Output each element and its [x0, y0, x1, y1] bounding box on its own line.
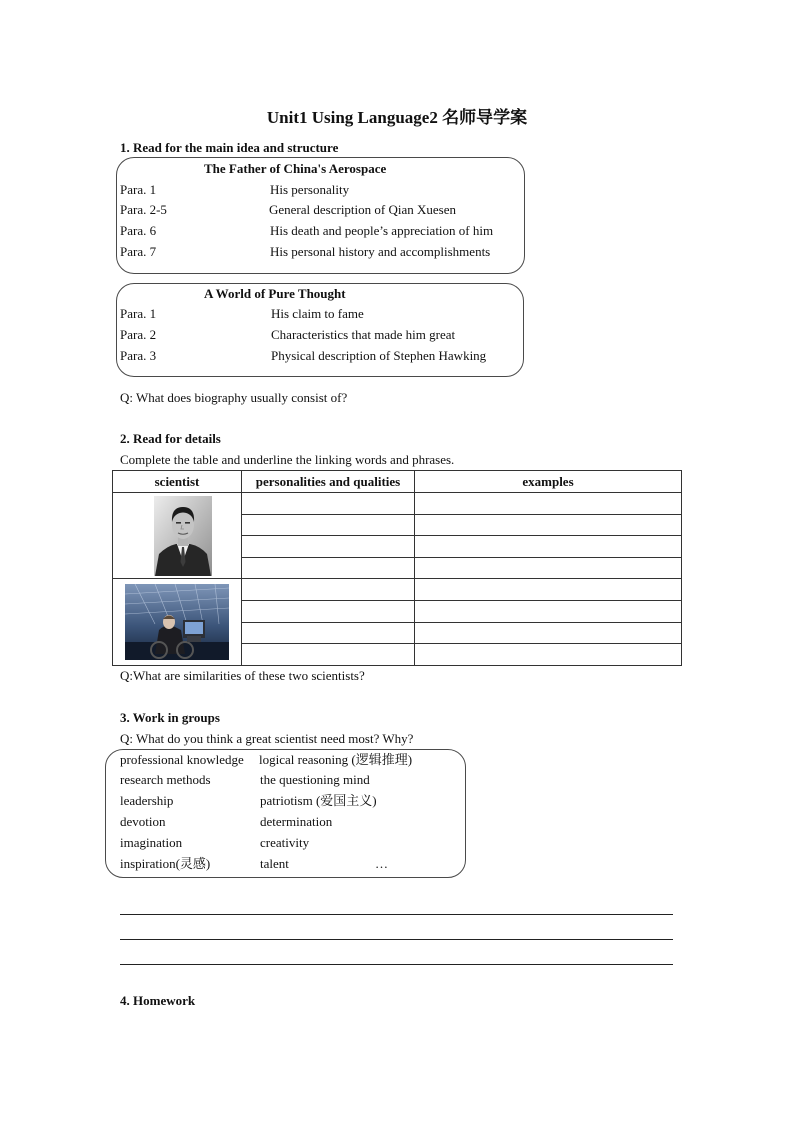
option-right: patriotism (爱国主义): [260, 793, 377, 808]
qualities-cell: [242, 644, 415, 666]
qualities-cell: [242, 493, 415, 515]
para-label: Para. 6: [120, 223, 157, 238]
option-left: imagination: [120, 835, 183, 850]
option-right: creativity: [260, 835, 310, 850]
option-left: professional knowledge: [120, 752, 244, 767]
answer-line: [120, 964, 673, 965]
option-left: research methods: [120, 772, 211, 787]
qualities-cell: [242, 622, 415, 644]
scientist-question: Q: What do you think a great scientist need most? Why?: [120, 731, 414, 746]
scientist-cell-qian: [113, 493, 242, 579]
examples-cell: [415, 622, 682, 644]
section-1-heading: 1. Read for the main idea and structure: [120, 140, 339, 155]
para-label: Para. 2-5: [120, 202, 167, 217]
para-label: Para. 1: [120, 182, 157, 197]
similarities-question: Q:What are similarities of these two scientists?: [120, 668, 365, 683]
qualities-cell: [242, 579, 415, 601]
para-label: Para. 2: [120, 327, 157, 342]
para-description: His claim to fame: [271, 306, 364, 321]
qualities-cell: [242, 600, 415, 622]
option-right: talent: [260, 856, 289, 871]
qualities-cell: [242, 557, 415, 579]
para-description: His death and people’s appreciation of him: [270, 223, 494, 238]
scientist-cell-hawking: [113, 579, 242, 665]
para-description: His personality: [270, 182, 350, 197]
examples-cell: [415, 514, 682, 536]
structure-box-title: A World of Pure Thought: [204, 286, 346, 301]
option-left: leadership: [120, 793, 174, 808]
table-header-qualities: personalities and qualities: [242, 471, 415, 493]
structure-box-title: The Father of China's Aerospace: [204, 161, 387, 176]
options-ellipsis: …: [375, 856, 388, 871]
section-4-heading: 4. Homework: [120, 993, 196, 1008]
qian-xuesen-photo: [154, 496, 212, 576]
answer-line: [120, 939, 673, 940]
section-2-heading: 2. Read for details: [120, 431, 221, 446]
para-description: General description of Qian Xuesen: [269, 202, 456, 217]
page-title: Unit1 Using Language2 名师导学案: [266, 108, 528, 127]
para-label: Para. 7: [120, 244, 157, 259]
examples-cell: [415, 557, 682, 579]
examples-cell: [415, 644, 682, 666]
table-instruction: Complete the table and underline the linking words and phrases.: [120, 452, 455, 467]
option-left: devotion: [120, 814, 166, 829]
table-header-examples: examples: [415, 471, 682, 493]
examples-cell: [415, 579, 682, 601]
para-description: Physical description of Stephen Hawking: [271, 348, 487, 363]
option-left: inspiration(灵感): [120, 856, 211, 871]
qualities-cell: [242, 536, 415, 558]
para-label: Para. 1: [120, 306, 157, 321]
details-table: [112, 470, 682, 666]
table-header-scientist: scientist: [113, 471, 242, 493]
para-description: His personal history and accomplishments: [270, 244, 491, 259]
biography-question: Q: What does biography usually consist of?: [120, 390, 348, 405]
para-description: Characteristics that made him great: [271, 327, 456, 342]
option-right: logical reasoning (逻辑推理): [259, 752, 413, 767]
qualities-cell: [242, 514, 415, 536]
para-label: Para. 3: [120, 348, 157, 363]
stephen-hawking-photo: [125, 584, 229, 660]
examples-cell: [415, 600, 682, 622]
section-3-heading: 3. Work in groups: [120, 710, 220, 725]
examples-cell: [415, 493, 682, 515]
option-right: the questioning mind: [260, 772, 370, 787]
option-right: determination: [260, 814, 333, 829]
answer-line: [120, 914, 673, 915]
examples-cell: [415, 536, 682, 558]
